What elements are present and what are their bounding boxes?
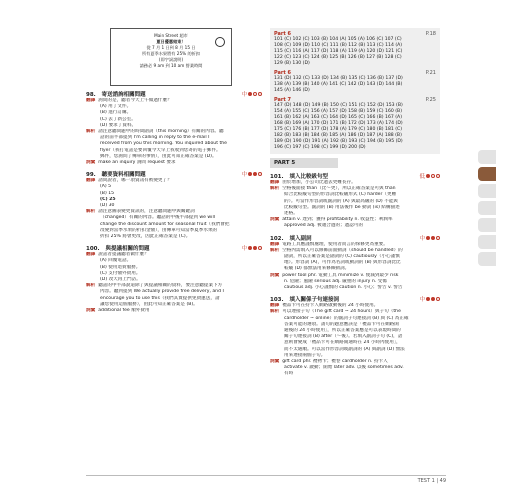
- answer-line: 131 (D) 132 (C) 133 (D) 134 (B) 135 (C) 136 (B) 137 (D): [274, 76, 403, 81]
- line-label: 翻譯: [86, 98, 96, 103]
- line-text: 述格。: [284, 211, 298, 217]
- line-text: (A) 回覆電話。: [100, 258, 132, 264]
- line-text: 電路工具應謹慎處理，使用者而言的保修更為重要。: [282, 241, 388, 247]
- line-text: 詢問的是，聽者今天上午做過什麼？: [98, 98, 172, 103]
- question-number: 100.: [86, 246, 100, 253]
- line-text: gift card phr. 禮物卡；禮卷 cardholder n. 持卡人: [282, 359, 388, 365]
- answer-line: 138 (A) 139 (B) 140 (A) 141 (C) 142 (D) 143 (D) 144 (B): [274, 82, 403, 87]
- answer-line: 122 (C) 123 (C) 124 (B) 125 (B) 126 (B) 127 (B) 128 (C): [274, 55, 402, 60]
- line-text: 空格後面接 than（比～更），所以正確答案是可與 than: [282, 186, 396, 192]
- question-body: [270, 180, 440, 230]
- line-text: 可以連接子句（The gift card ~ 24 hours）與子句（the: [282, 309, 401, 315]
- text-line: [270, 223, 440, 229]
- line-text: 請注意聽問題中的時間副詞（this morning）有關的內容。聽: [98, 129, 224, 135]
- answer-lines: [274, 76, 436, 94]
- chapter-tab[interactable]: [478, 184, 496, 198]
- line-text: (B) 進行訂購。: [100, 110, 132, 116]
- difficulty-indicator: [419, 172, 440, 180]
- line-text: 的）。可當作形容詞或副詞的 (A) 與最高級的 (D) 不能與: [284, 198, 398, 204]
- line-text: 副詞，所以正確答案是副詞的 (C) cautiously（小心謹慎: [284, 254, 400, 260]
- line-text: （changed）有關的內容。聽話的中後半部提到 we will: [100, 215, 216, 221]
- chapter-tab[interactable]: [478, 150, 496, 164]
- question-body: [86, 98, 262, 166]
- difficulty-label: 低: [419, 174, 425, 180]
- line-text: received from you this morning. You inquired about the: [100, 141, 227, 147]
- line-label: 詞彙: [86, 308, 96, 314]
- answer-section-title: Part 6: [274, 70, 291, 76]
- question-header: [270, 234, 440, 242]
- text-line: [86, 234, 262, 240]
- flyer-line: (即字詞說明): [158, 57, 184, 62]
- answer-line: 168 (B) 169 (A) 170 (D) 171 (B) 172 (D) 173 (A) 174 (D): [274, 121, 403, 126]
- question-number: 99.: [86, 172, 96, 179]
- apple-icon: [215, 37, 225, 47]
- answer-line: 145 (A) 146 (D): [274, 88, 310, 93]
- page-footer: TEST 1 | 49: [417, 478, 446, 484]
- answer-line: 189 (D) 190 (D) 191 (A) 192 (B) 193 (C) 194 (B) 195 (D): [274, 139, 403, 144]
- answer-line: 147 (D) 148 (D) 149 (B) 150 (C) 151 (C) 152 (D) 153 (B): [274, 103, 403, 108]
- line-text: attain v. 達到；獲得 profitability n. 收益性；利潤率: [282, 217, 393, 223]
- part-label: PART 5: [270, 158, 338, 168]
- line-text: 意則會變成「禮品卡可在網路開通時在 24 小時內使用」，: [284, 340, 401, 346]
- question-title: 聽要資料相關問題: [101, 172, 146, 179]
- line-text: (B) 使用退費服務。: [100, 264, 141, 270]
- line-text: (C) 25: [100, 196, 116, 202]
- question-header: [86, 170, 262, 178]
- line-text: 空格內需填入可以修飾前面動詞（should be handled）的: [282, 247, 403, 253]
- line-text: 請問說者，哪一項資訊有被變更了？: [98, 178, 172, 184]
- question-header: [270, 172, 440, 180]
- line-text: 用來連接兩個子句。: [284, 352, 326, 358]
- answer-page-ref: P.21: [425, 70, 436, 76]
- chapter-tab[interactable]: [478, 252, 496, 266]
- line-text: 比較級句型。副詞的 (B) 用法後作 be 動詞 (is) 結構描述: [284, 204, 400, 210]
- left-column: [86, 28, 262, 314]
- line-text: (C) 去了新公室。: [100, 116, 136, 122]
- chapter-tab-active[interactable]: [478, 167, 496, 181]
- difficulty-label: 中: [241, 172, 247, 179]
- line-text: 折扣 25% 將會更改，因此正確答案是 (C)。: [100, 234, 191, 240]
- line-text: power tool phr. 電動工具 minimize v. 使減到最少 risk: [282, 272, 399, 278]
- difficulty-label: 中: [241, 246, 247, 253]
- line-text: approved adj. 被適合過的；遭認可的: [284, 223, 364, 229]
- line-text: cautious adj. 小心謹慎的 caution n. 小心；警告 v. 警告: [284, 285, 403, 291]
- difficulty-indicator: [241, 90, 262, 98]
- line-text: encourage you to use this（我們其實提供免費運送，請: [100, 295, 220, 301]
- chapter-tab[interactable]: [478, 218, 496, 232]
- line-text: 聽話的中半部說道除了與提議相關的資料，要注意聽提案下方: [98, 283, 223, 289]
- line-text: 通後的 24 小時使用」，所以正確答案應是可以表現時間的: [284, 328, 401, 334]
- line-text: 結合比較級句型的形容詞比較級形式 (C) harder（更難: [284, 192, 397, 198]
- line-text: 由於增加，小公司比過去更難長存。: [282, 180, 356, 185]
- line-label: 詞彙: [86, 160, 96, 166]
- line-text: 說話者提議聽者做什麼？: [98, 252, 149, 258]
- difficulty-label: 中: [419, 297, 425, 304]
- line-label: 詞彙: [270, 272, 280, 278]
- question-number: 101.: [270, 174, 284, 180]
- question-number: 103.: [270, 297, 284, 304]
- question-body: [86, 178, 262, 240]
- question-title: 填入副詞: [289, 235, 312, 242]
- answer-line: 182 (B) 183 (B) 184 (B) 185 (A) 186 (D) 187 (A) 188 (B): [274, 133, 402, 138]
- answer-line: 196 (C) 197 (C) 198 (C) 199 (D) 200 (D): [274, 145, 366, 150]
- line-text: 改變對當季水果的折扣金額），由傳單可知當季夏季水果的: [100, 227, 218, 233]
- line-text: change the discount amount for seasonal fruit（我們會把: [100, 221, 230, 227]
- chapter-tab[interactable]: [478, 201, 496, 215]
- line-text: (C) 支付額外費用。: [100, 270, 141, 276]
- question-body: [270, 303, 440, 377]
- text-line: [86, 160, 262, 166]
- text-line: [270, 371, 440, 377]
- question-header: [270, 295, 440, 303]
- line-text: (D) 改天再上門訪。: [100, 277, 141, 283]
- right-column: [270, 28, 440, 378]
- text-line: [86, 308, 262, 314]
- line-text: additional fee 額外費用: [98, 308, 150, 314]
- question-number: 98.: [86, 92, 96, 98]
- answer-line: 129 (B) 130 (D): [274, 61, 310, 66]
- question-header: [86, 90, 262, 98]
- difficulty-label: 中: [241, 92, 247, 98]
- question-body: [270, 242, 440, 292]
- line-label: 解析: [86, 209, 96, 215]
- line-text: make an inquiry 詢問 request 要求: [98, 160, 176, 166]
- difficulty-label: 中: [419, 235, 425, 242]
- answer-line: 154 (A) 155 (C) 156 (A) 157 (D) 158 (B) 159 (C) 160 (B): [274, 109, 402, 114]
- line-text: 而不太通順。可以當作形容詞或副詞的 (A) 與副詞 (D) 無法: [284, 346, 405, 352]
- line-text: 答案可能的選項。請句的題意應該是「禮品卡可在網路開: [284, 321, 399, 327]
- answer-line: 115 (C) 116 (A) 117 (D) 118 (A) 119 (A) 120 (D) 121 (C): [274, 49, 403, 54]
- flyer-line: 請務必 9 am 到 10 am 營業時間: [139, 63, 203, 68]
- difficulty-indicator: [419, 234, 440, 242]
- answer-line: 161 (B) 162 (A) 163 (C) 164 (D) 165 (C) 166 (B) 167 (A): [274, 115, 402, 120]
- line-label: 翻譯: [270, 241, 280, 247]
- line-text: cardholder ~ online）的副詞子句連接詞 (B) 與 (C) 為正確: [284, 315, 409, 321]
- line-label: 解析: [86, 283, 96, 289]
- line-text: 郵件，您詢問了傳單的事情），由此可知正確答案是 (D)。: [100, 153, 217, 159]
- line-label: 解析: [270, 186, 280, 192]
- difficulty-indicator: [241, 170, 262, 178]
- question-title: 填入比較級句型: [289, 174, 329, 180]
- flyer-line: 從 7 月 1 日到 8 月 15 日: [146, 45, 196, 50]
- question-title: 與提議相關的問題: [105, 246, 150, 253]
- question-title: 填入關係子句連接詞: [289, 297, 340, 304]
- flyer-line: 夏日優惠結束！: [156, 39, 186, 44]
- difficulty-indicator: [419, 295, 440, 303]
- line-text: 有時: [284, 371, 294, 377]
- line-text: (A) 5: [100, 184, 112, 190]
- question-number: 102.: [270, 235, 284, 242]
- line-text: flyer（我打電話是要回覆今天早上我收到您寄的電子郵件。: [100, 147, 221, 153]
- text-line: [270, 285, 440, 291]
- line-text: 關子句連接詞 (B) after（～後）。若填入副詞子句 (C)，語: [284, 334, 403, 340]
- footer-rule: [86, 475, 446, 476]
- line-label: 詞彙: [270, 359, 280, 365]
- line-text: (A) 用了文件。: [100, 104, 132, 110]
- answer-line: 101 (C) 102 (C) 103 (B) 104 (A) 105 (A) 106 (C) 107 (C): [274, 37, 402, 42]
- answer-line: 108 (C) 109 (D) 110 (C) 111 (B) 112 (B) 113 (C) 114 (A): [274, 43, 403, 48]
- line-label: 解析: [270, 309, 280, 315]
- line-label: 翻譯: [86, 178, 96, 184]
- line-label: 翻譯: [86, 252, 96, 258]
- chapter-tabs: [478, 150, 500, 269]
- line-text: (D) 要求了資料。: [100, 122, 137, 128]
- line-label: 解析: [86, 129, 96, 135]
- chapter-tab[interactable]: [478, 235, 496, 249]
- answer-line: 175 (C) 176 (B) 177 (D) 178 (A) 179 (C) 180 (B) 181 (C): [274, 127, 403, 132]
- line-text: 地）。形容詞 (A)，可作為名詞或動詞的 (B) 與形容詞比比: [284, 260, 401, 266]
- line-text: 讓您使用這個服務），由此可知正確答案是 (B)。: [100, 301, 198, 307]
- difficulty-indicator: [241, 244, 262, 252]
- line-text: (B) 15: [100, 190, 115, 196]
- flyer-line: Main Street 超市: [154, 33, 188, 38]
- line-label: 解析: [270, 247, 280, 253]
- line-text: (D) 30: [100, 203, 115, 209]
- flyer-box: [110, 28, 232, 86]
- answer-page-ref: P.18: [425, 31, 436, 37]
- line-text: 請注意圖表變更資訊的，注意聽問題中與關鍵詞: [98, 209, 195, 215]
- line-text: 較級 (D) 都無法用來修飾動詞。: [284, 266, 350, 272]
- question-header: [86, 244, 262, 252]
- line-label: 翻譯: [270, 303, 280, 309]
- line-text: 禮品卡可在持卡人網路啟動後的 24 小時使用。: [282, 303, 379, 309]
- line-label: 翻譯: [270, 180, 280, 185]
- line-text: n. 危險；風險 serious adj. 嚴重的 injury n. 受傷: [284, 278, 387, 284]
- answer-lines: [274, 103, 436, 151]
- line-label: 詞彙: [270, 217, 280, 223]
- line-text: 話的前半部提到 I'm calling in reply to the e-mail I: [100, 135, 210, 141]
- flyer-line: 所有夏季水果將有 25% 的折扣: [141, 51, 201, 56]
- question-body: [86, 252, 262, 314]
- line-text: 內容。聽到提到 We actually provide free delivery, and I: [100, 289, 224, 295]
- question-title: 寄送諮詢相關問題: [101, 92, 146, 98]
- answer-section-title: Part 7: [274, 97, 291, 103]
- line-text: activate v. 啟動；開始 later adv. 以後 sometimes adv.: [284, 365, 404, 371]
- answer-section-title: Part 6: [274, 31, 291, 37]
- answer-key-box: [270, 28, 440, 154]
- answer-lines: [274, 37, 436, 67]
- answer-page-ref: P.25: [425, 97, 436, 103]
